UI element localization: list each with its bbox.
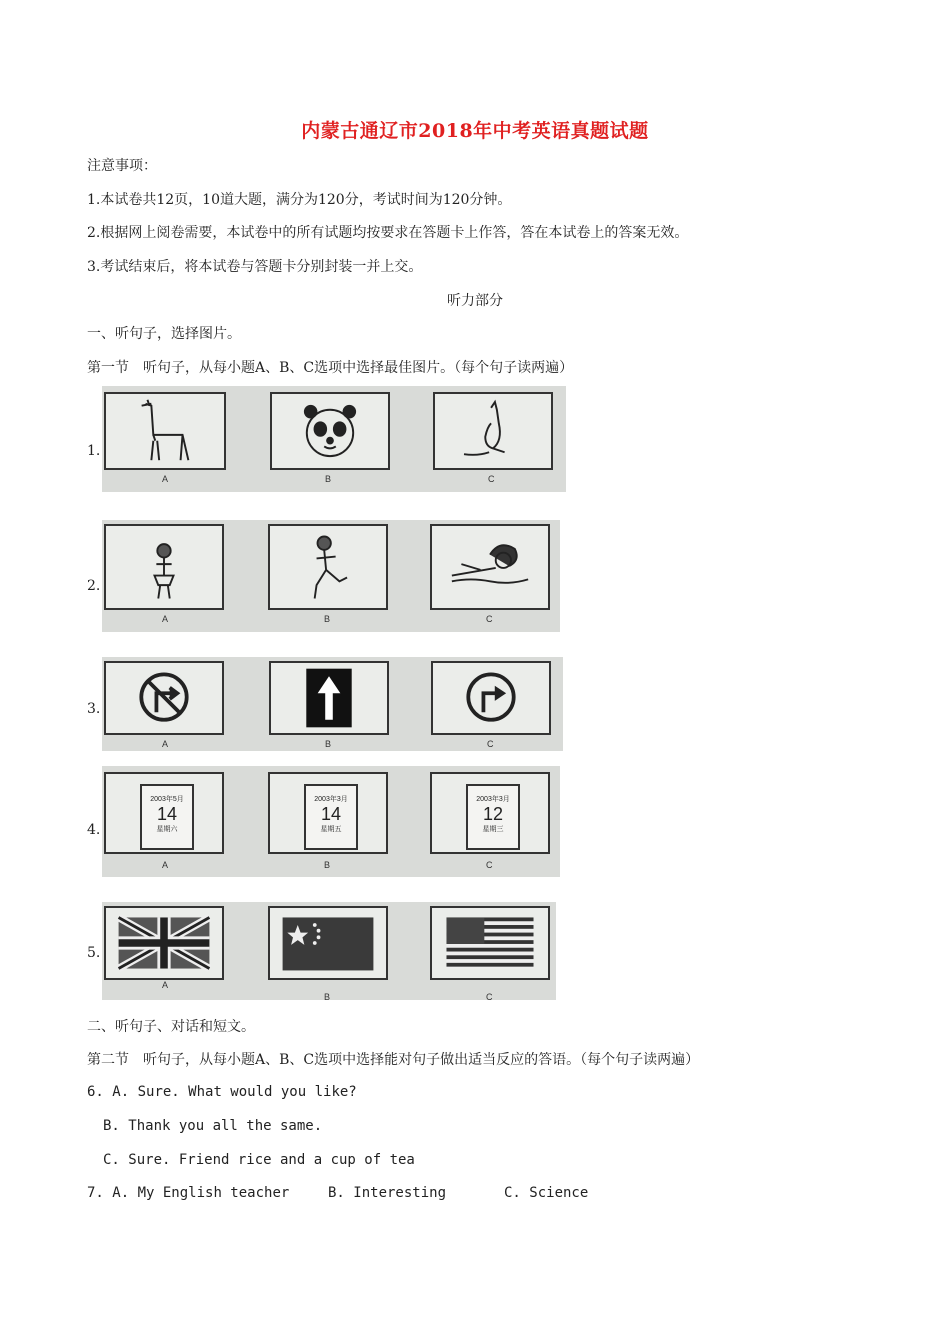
- part2-heading: 二、听句子、对话和短文。: [87, 1019, 255, 1035]
- option-c-calendar: [430, 772, 550, 854]
- question-6-number: 6.: [87, 1084, 104, 1100]
- usa-flag-icon: [432, 908, 548, 978]
- question-7-number: 7.: [87, 1185, 104, 1201]
- option-c-girl-swimming: [430, 524, 550, 610]
- runner-icon: [270, 526, 386, 608]
- option-b-girl-running: [268, 524, 388, 610]
- section-title: 听力部分: [447, 293, 503, 309]
- option-label: C: [486, 992, 493, 1002]
- question-6: [87, 1084, 357, 1100]
- notice-item-1: 1.本试卷共12页，10道大题，满分为120分，考试时间为120分钟。: [87, 192, 512, 208]
- question-number: 2.: [87, 578, 101, 594]
- question-4-pictures: [102, 766, 560, 877]
- turn-right-icon: [433, 663, 549, 733]
- question-5-pictures: [102, 902, 556, 1000]
- china-flag-icon: [270, 908, 386, 978]
- option-label: B: [324, 614, 331, 624]
- question-number: 4.: [87, 822, 101, 838]
- option-label: B: [324, 860, 331, 870]
- option-label: C: [486, 860, 493, 870]
- girl-icon: [106, 526, 222, 608]
- question-3-pictures: [102, 657, 563, 751]
- question-6-option-b: B. Thank you all the same.: [103, 1118, 323, 1134]
- calendar-weekday: 星期六: [156, 826, 178, 833]
- calendar-weekday: 星期五: [320, 826, 342, 833]
- question-6-option-c: C. Sure. Friend rice and a cup of tea: [103, 1152, 415, 1168]
- option-label: A: [162, 739, 169, 749]
- option-a-calendar: [104, 772, 224, 854]
- part2-instruction: 第二节 听句子，从每小题A、B、C选项中选择能对句子做出适当反应的答语。（每个句子读两遍）: [87, 1052, 700, 1068]
- option-c-usa-flag: [430, 906, 550, 980]
- part1-instruction: 第一节 听句子，从每小题A、B、C选项中选择最佳图片。（每个句子读两遍）: [87, 360, 574, 376]
- option-label: B: [324, 992, 331, 1002]
- option-label: A: [162, 980, 169, 990]
- calendar-icon: [140, 784, 194, 850]
- calendar-day: 14: [320, 804, 342, 824]
- calendar-header: 2003年3月: [314, 796, 348, 803]
- option-c-turn-right: [431, 661, 551, 735]
- question-1-pictures: [102, 386, 566, 492]
- option-label: C: [488, 474, 495, 484]
- question-7-option-b: B. Interesting: [328, 1185, 447, 1201]
- question-6-option-a: A. Sure. What would you like?: [112, 1084, 357, 1100]
- calendar-day: 14: [156, 804, 178, 824]
- swimmer-icon: [432, 526, 548, 608]
- calendar-icon: [466, 784, 520, 850]
- option-label: B: [325, 474, 332, 484]
- option-label: B: [325, 739, 332, 749]
- option-a-giraffe: [104, 392, 226, 470]
- question-7-option-a: A. My English teacher: [112, 1185, 290, 1201]
- option-label: A: [162, 474, 169, 484]
- option-b-calendar: [268, 772, 388, 854]
- option-label: A: [162, 860, 169, 870]
- calendar-header: 2003年5月: [150, 796, 184, 803]
- question-number: 3.: [87, 701, 101, 717]
- uk-flag-icon: [106, 908, 222, 978]
- option-label: A: [162, 614, 169, 624]
- question-number: 5.: [87, 945, 101, 961]
- giraffe-icon: [106, 394, 224, 468]
- option-b-go-straight: [269, 661, 389, 735]
- calendar-icon: [304, 784, 358, 850]
- question-7-option-c: C. Science: [504, 1185, 589, 1201]
- option-a-girl-singing: [104, 524, 224, 610]
- page-title: 内蒙古通辽市2018年中考英语真题试题: [301, 120, 649, 142]
- calendar-header: 2003年3月: [476, 796, 510, 803]
- question-7: [87, 1185, 289, 1201]
- option-a-uk-flag: [104, 906, 224, 980]
- calendar-weekday: 星期三: [482, 826, 504, 833]
- option-b-china-flag: [268, 906, 388, 980]
- question-number: 1.: [87, 443, 101, 459]
- panda-icon: [272, 394, 388, 468]
- option-label: C: [486, 614, 493, 624]
- notice-heading: 注意事项：: [87, 158, 157, 174]
- option-label: C: [487, 739, 494, 749]
- option-c-kangaroo: [433, 392, 553, 470]
- notice-item-2: 2.根据网上阅卷需要，本试卷中的所有试题均按要求在答题卡上作答，答在本试卷上的答案无效。: [87, 225, 689, 241]
- option-a-no-right-turn: [104, 661, 224, 735]
- option-b-panda: [270, 392, 390, 470]
- kangaroo-icon: [435, 394, 551, 468]
- no-right-turn-icon: [106, 663, 222, 733]
- notice-item-3: 3.考试结束后，将本试卷与答题卡分别封装一并上交。: [87, 259, 423, 275]
- calendar-day: 12: [482, 804, 504, 824]
- question-2-pictures: [102, 520, 560, 632]
- part1-heading: 一、听句子，选择图片。: [87, 326, 241, 342]
- straight-arrow-icon: [271, 663, 387, 733]
